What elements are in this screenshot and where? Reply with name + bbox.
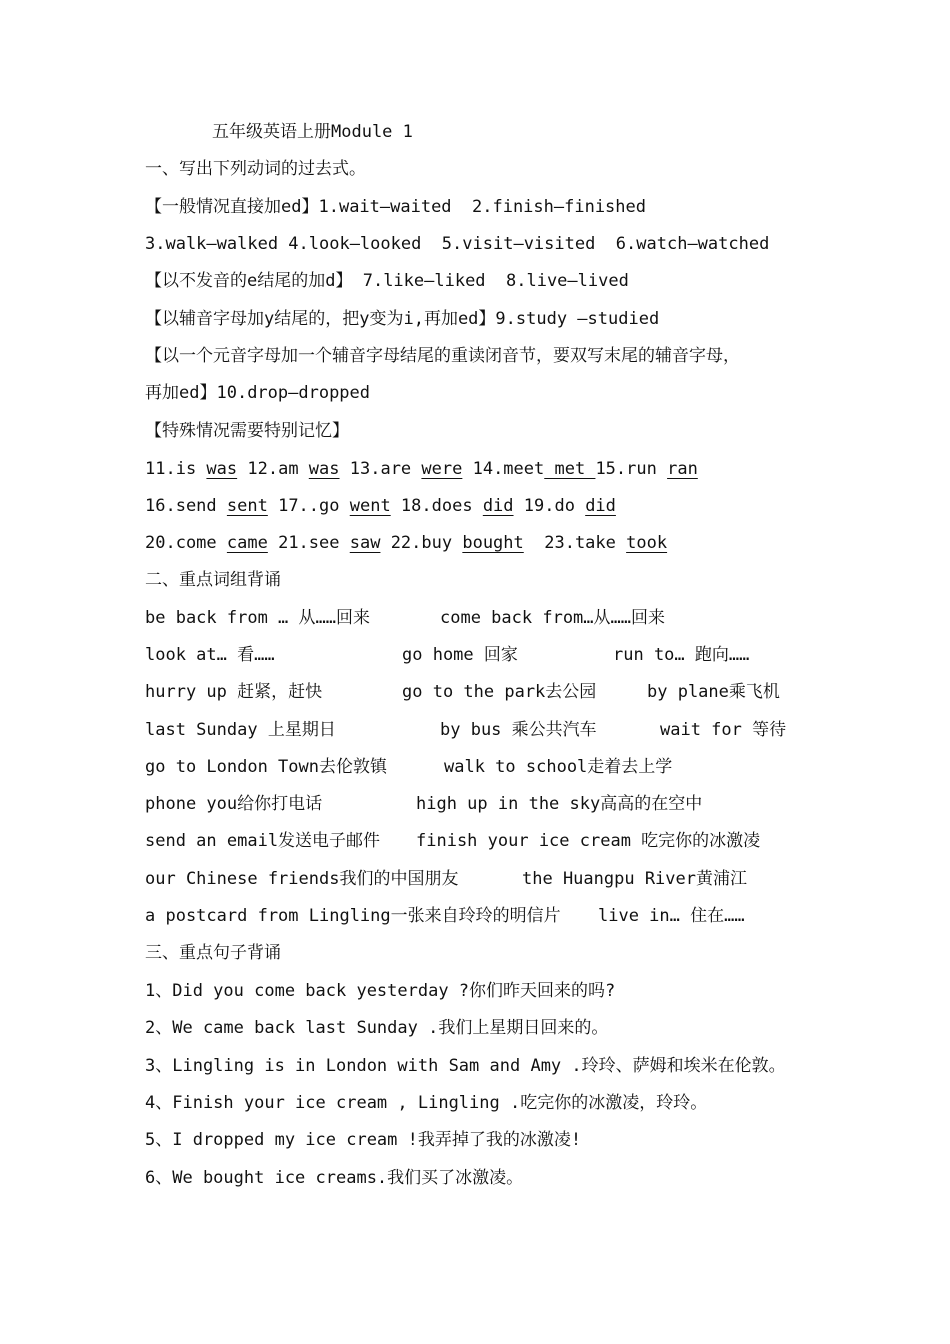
phrase: our Chinese friends我们的中国朋友: [145, 869, 459, 889]
phrase: go to London Town去伦敦镇: [145, 757, 387, 777]
verb-items-line: 3.walk—walked 4.look—looked 5.visit—visited 6.watch—watched: [145, 234, 770, 254]
phrase: by plane乘飞机: [647, 682, 780, 702]
phrase: the Huangpu River黄浦江: [522, 869, 747, 889]
phrase: run to… 跑向……: [613, 645, 750, 665]
verb-answer: were: [421, 459, 463, 479]
sentence: 6、We bought ice creams.我们买了冰激凌。: [145, 1168, 524, 1188]
verb-answer: ran: [667, 459, 698, 479]
verb-prompt: 20.come: [145, 533, 227, 553]
verb-answer: was: [206, 459, 238, 479]
phrase: walk to school走着去上学: [444, 757, 673, 777]
verb-answer: went: [349, 496, 391, 516]
rule-special-heading: 【特殊情况需要特别记忆】: [145, 421, 349, 441]
phrase: by bus 乘公共汽车: [440, 720, 597, 740]
verb-answer: saw: [349, 533, 381, 553]
verb-answer: took: [626, 533, 668, 553]
rule-consonant-y-items: 9.study —studied: [495, 309, 660, 329]
phrase: finish your ice cream 吃完你的冰激凌: [416, 831, 761, 851]
phrase: look at… 看……: [145, 645, 275, 665]
phrase: last Sunday 上星期日: [145, 720, 336, 740]
sentence: 5、I dropped my ice cream !我弄掉了我的冰激凌!: [145, 1130, 582, 1150]
rule-double-consonant-items: 10.drop—dropped: [216, 383, 371, 403]
phrase: go to the park去公园: [402, 682, 597, 702]
rule-regular-line: [145, 196, 646, 218]
verb-prompt: 14.meet: [462, 459, 545, 479]
phrase: a postcard from Lingling一张来自玲玲的明信片: [145, 906, 561, 926]
verb-prompt: 15.run: [595, 459, 668, 479]
sentence: 1、Did you come back yesterday ?你们昨天回来的吗?: [145, 981, 616, 1001]
verb-answer: did: [585, 496, 616, 516]
rule-silent-e-items: 7.like—liked 8.live—lived: [352, 271, 629, 291]
rule-regular-items: 1.wait—waited 2.finish—finished: [318, 197, 646, 217]
section1-heading: 一、写出下列动词的过去式。: [145, 159, 366, 179]
verb-answer: came: [226, 533, 268, 553]
verb-prompt: 16.send: [145, 496, 227, 516]
verb-prompt: 12.am: [237, 459, 309, 479]
rule-consonant-y: 【以辅音字母加y结尾的，把y变为i,再加ed】: [145, 309, 496, 329]
sentence: 3、Lingling is in London with Sam and Amy .玲玲、萨姆和埃米在伦敦。: [145, 1056, 786, 1076]
document-title: 五年级英语上册Module 1: [212, 122, 413, 142]
verb-prompt: 21.see: [267, 533, 350, 553]
phrase: high up in the sky高高的在空中: [416, 794, 703, 814]
phrase: wait for 等待: [660, 720, 787, 740]
verb-prompt: 13.are: [339, 459, 422, 479]
rule-silent-e: 【以不发音的e结尾的加d】: [145, 271, 353, 291]
verb-prompt: 22.buy: [380, 533, 463, 553]
phrase: be back from … 从……回来: [145, 608, 370, 628]
rule-regular: 【一般情况直接加ed】: [145, 197, 319, 217]
phrase: send an email发送电子邮件: [145, 831, 381, 851]
phrase: live in… 住在……: [598, 906, 745, 926]
verb-prompt: 19.do: [513, 496, 586, 516]
phrase: go home 回家: [402, 645, 518, 665]
special-verbs-row-2: [145, 495, 616, 517]
rule-double-consonant-line2: [145, 382, 370, 404]
rule-double-consonant-end: 再加ed】: [145, 383, 217, 403]
phrase: hurry up 赶紧，赶快: [145, 682, 323, 702]
sentence: 2、We came back last Sunday .我们上星期日回来的。: [145, 1018, 609, 1038]
verb-prompt: 18.does: [390, 496, 483, 516]
verb-answer: was: [308, 459, 340, 479]
section3-heading: 三、重点句子背诵: [145, 943, 281, 963]
phrase: phone you给你打电话: [145, 794, 323, 814]
sentence: 4、Finish your ice cream , Lingling .吃完你的冰激凌，玲玲。: [145, 1093, 708, 1113]
section2-heading: 二、重点词组背诵: [145, 570, 281, 590]
special-verbs-row-3: [145, 532, 667, 554]
special-verbs-row-1: [145, 458, 698, 480]
rule-silent-e-line: [145, 270, 629, 292]
verb-prompt: 17..go: [267, 496, 350, 516]
verb-answer: did: [482, 496, 514, 516]
verb-answer: met: [544, 459, 596, 479]
verb-answer: bought: [462, 533, 524, 553]
verb-answer: sent: [226, 496, 268, 516]
verb-prompt: 23.take: [523, 533, 627, 553]
verb-prompt: 11.is: [145, 459, 207, 479]
phrase: come back from…从……回来: [440, 608, 665, 628]
rule-consonant-y-line: [145, 308, 659, 330]
rule-double-consonant-line1: 【以一个元音字母加一个辅音字母结尾的重读闭音节，要双写末尾的辅音字母，: [145, 346, 740, 366]
